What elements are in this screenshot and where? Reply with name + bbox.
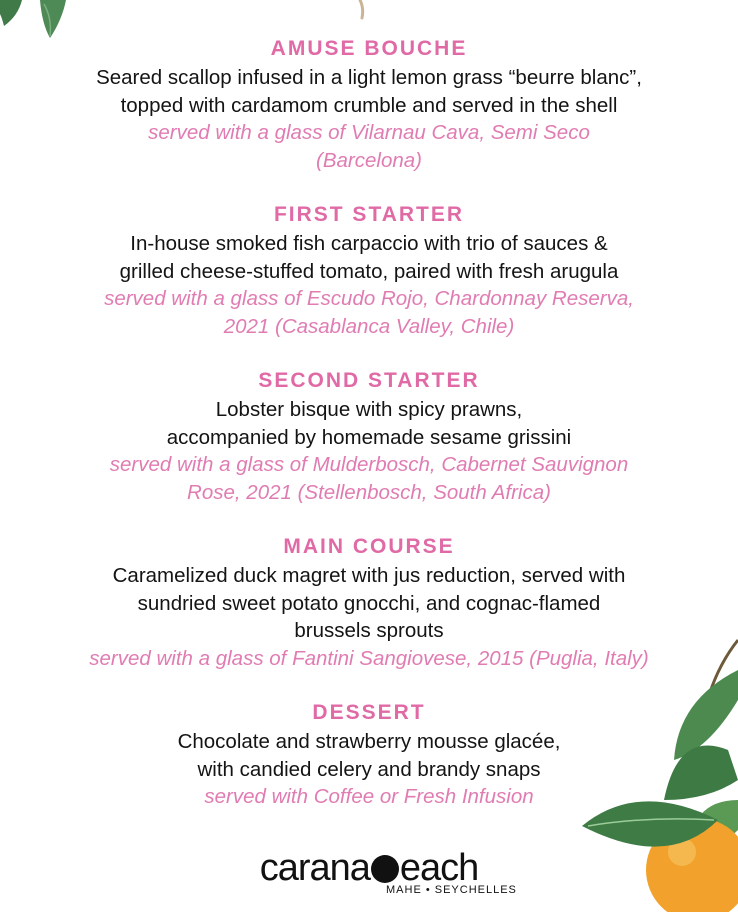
- course-first-starter: [0, 200, 738, 340]
- wine-pairing: served with Coffee or Fresh Infusion: [204, 785, 534, 808]
- course-title: MAIN COURSE: [283, 535, 455, 558]
- wine-pairing: served with a glass of Vilarnau Cava, Semi Seco (Barcelona): [148, 121, 590, 172]
- course-main-course: [0, 532, 738, 672]
- course-dessert: [0, 698, 738, 811]
- wine-pairing: served with a glass of Escudo Rojo, Chardonnay Reserva, 2021 (Casablanca Valley, Chile): [104, 287, 634, 338]
- wine-pairing: served with a glass of Fantini Sangiovese, 2015 (Puglia, Italy): [89, 646, 649, 670]
- course-title: AMUSE BOUCHE: [270, 37, 468, 60]
- course-description: In-house smoked fish carpaccio with trio of sauces & grilled cheese-stuffed tomato, paired with fresh arugula: [119, 232, 619, 283]
- course-title: DESSERT: [312, 701, 426, 724]
- course-description: Seared scallop infused in a light lemon grass “beurre blanc”, topped with cardamom crumble and served in the shell: [96, 66, 642, 117]
- sea-urchin-icon: [371, 855, 399, 883]
- wine-pairing: served with a glass of Mulderbosch, Cabernet Sauvignon Rose, 2021 (Stellenbosch, South Africa): [109, 453, 629, 504]
- logo-word-part-1: carana: [259, 847, 370, 889]
- twig-decoration-icon: [352, 0, 372, 22]
- course-title: FIRST STARTER: [273, 203, 465, 226]
- menu-content: [0, 34, 738, 837]
- course-description: Chocolate and strawberry mousse glacée, with candied celery and brandy snaps: [177, 730, 561, 781]
- course-amuse-bouche: [0, 34, 738, 174]
- course-description: Lobster bisque with spicy prawns, accompanied by homemade sesame grissini: [166, 398, 572, 449]
- course-title: SECOND STARTER: [258, 369, 480, 392]
- logo-subtitle: MAHE • SEYCHELLES: [386, 884, 517, 896]
- logo-word-part-2: each: [399, 847, 479, 889]
- course-description: Caramelized duck magret with jus reduction, served with sundried sweet potato gnocchi, and cognac-flamed brussels sprouts: [112, 564, 626, 642]
- carana-beach-logo: [0, 847, 738, 896]
- logo-wordmark: [260, 848, 479, 888]
- course-second-starter: [0, 366, 738, 506]
